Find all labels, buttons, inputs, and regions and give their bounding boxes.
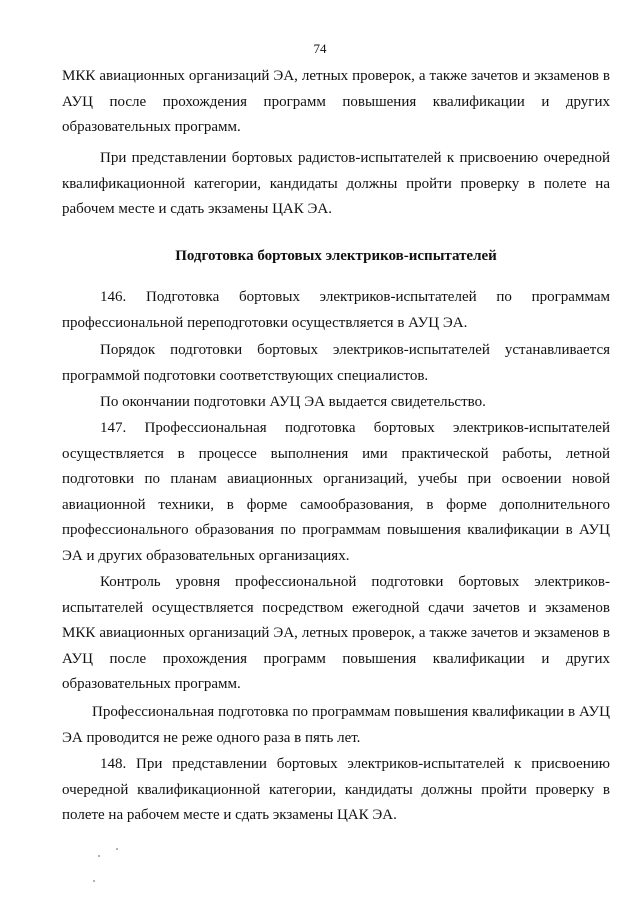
paragraph-148: 148. При представлении бортовых электриков-испытателей к присвоению очередной квалификационной категории, кандидаты должны пройти проверку в полете на рабочем месте и сдать экзамены ЦАК ЭА. <box>62 756 610 823</box>
page-number: 74 <box>313 41 327 56</box>
paragraph-146: 146. Подготовка бортовых электриков-испытателей по программам профессиональной переподготовки осуществляется в АУЦ ЭА. <box>62 289 610 331</box>
scan-speck <box>116 848 118 850</box>
paragraph: При представлении бортовых радистов-испытателей к присвоению очередной квалификационной категории, кандидаты должны пройти проверку в полете на рабочем месте и сдать экзамены ЦАК ЭА. <box>62 150 610 217</box>
paragraph: По окончании подготовки АУЦ ЭА выдается свидетельство. <box>100 394 486 410</box>
paragraph: Профессиональная подготовка по программам повышения квалификации в АУЦ ЭА проводится не реже одного раза в пять лет. <box>62 704 610 746</box>
section-heading: Подготовка бортовых электриков-испытателей <box>175 248 497 264</box>
paragraph: Контроль уровня профессиональной подготовки бортовых электриков-испытателей осуществляется посредством ежегодной сдачи зачетов и экзаменов МКК авиационных организаций ЭА, летных проверок, а также зачетов и экзаменов в АУЦ после прохождения программ повышения квалификации и других образовательных программ. <box>62 574 610 692</box>
paragraph-147: 147. Профессиональная подготовка бортовых электриков-испытателей осуществляется в процессе выполнения ими практической работы, летной подготовки по планам авиационных организаций, учебы при освоении новой авиационной техники, в форме самообразования, в форме дополнительного профессионального образования по программам повышения квалификации в АУЦ ЭА и других образовательных организациях. <box>62 420 610 564</box>
scan-speck <box>98 855 100 857</box>
paragraph: МКК авиационных организаций ЭА, летных проверок, а также зачетов и экзаменов в АУЦ после прохождения программ повышения квалификации и других образовательных программ. <box>62 68 610 135</box>
paragraph: Порядок подготовки бортовых электриков-испытателей устанавливается программой подготовки соответствующих специалистов. <box>62 342 610 384</box>
scan-speck <box>93 880 95 882</box>
